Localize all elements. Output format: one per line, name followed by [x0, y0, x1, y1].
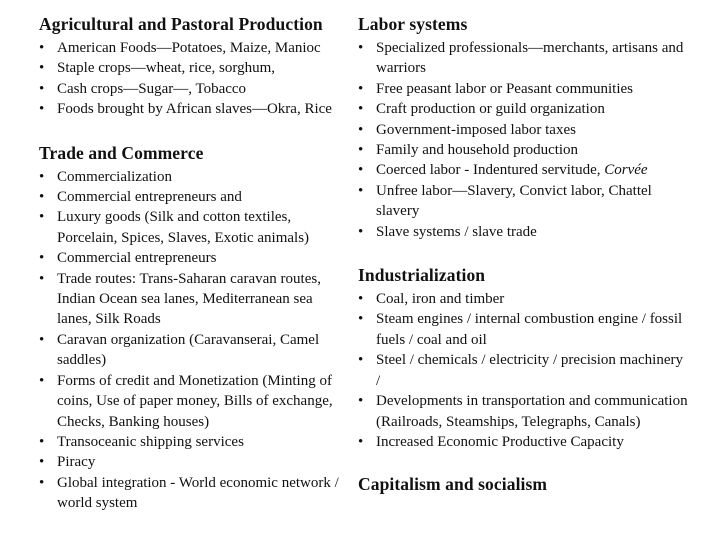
- list-trade-and-commerce: [39, 167, 344, 514]
- list-item: • Specialized professionals—merchants, artisans and warriors: [358, 38, 688, 79]
- list-industrialization: [358, 289, 688, 452]
- heading-agricultural-pastoral-production: Agricultural and Pastoral Production: [39, 14, 323, 34]
- list-labor-systems: [358, 38, 688, 242]
- list-item: • Commercial entrepreneurs: [39, 248, 344, 268]
- list-item: • Cash crops—Sugar—, Tobacco: [39, 79, 344, 99]
- list-item: • Slave systems / slave trade: [358, 222, 688, 242]
- list-item: • Forms of credit and Monetization (Minting of coins, Use of paper money, Bills of exchange, Checks, Banking houses): [39, 371, 344, 432]
- list-item: • Coal, iron and timber: [358, 289, 688, 309]
- left-column: [39, 12, 344, 514]
- section-spacer: [358, 452, 688, 472]
- list-item-coerced-labor: [358, 160, 688, 180]
- section-spacer: [358, 242, 688, 263]
- list-item: • Steel / chemicals / electricity / precision machinery /: [358, 350, 688, 391]
- list-item: • Government-imposed labor taxes: [358, 120, 688, 140]
- list-item: • Commercialization: [39, 167, 344, 187]
- list-item: • American Foods—Potatoes, Maize, Manioc: [39, 38, 344, 58]
- list-item: • Unfree labor—Slavery, Convict labor, Chattel slavery: [358, 181, 688, 222]
- list-item: • Staple crops—wheat, rice, sorghum,: [39, 58, 344, 78]
- corvee-text: Corvée: [604, 162, 648, 179]
- heading-trade-and-commerce: Trade and Commerce: [39, 142, 204, 163]
- list-item: • Global integration - World economic network / world system: [39, 473, 344, 514]
- list-item: • Family and household production: [358, 140, 688, 160]
- heading-capitalism-and-socialism: Capitalism and socialism: [358, 474, 548, 495]
- list-item: • Transoceanic shipping services: [39, 432, 344, 452]
- list-item: • Steam engines / internal combustion engine / fossil fuels / coal and oil: [358, 309, 688, 350]
- list-item: • Piracy: [39, 452, 344, 472]
- list-item: • Luxury goods (Silk and cotton textiles, Porcelain, Spices, Slaves, Exotic animals): [39, 207, 344, 248]
- list-item: • Foods brought by African slaves—Okra, Rice: [39, 99, 344, 119]
- list-item: • Developments in transportation and communication (Railroads, Steamships, Telegraphs, Canals): [358, 391, 688, 432]
- coerced-labor-text: Coerced labor - Indentured servitude,: [376, 162, 605, 179]
- heading-labor-systems: Labor systems: [358, 14, 468, 34]
- list-item: • Craft production or guild organization: [358, 99, 688, 119]
- section-spacer: [39, 120, 344, 141]
- right-column: [358, 12, 688, 498]
- list-item: • Free peasant labor or Peasant communities: [358, 79, 688, 99]
- list-item: • Increased Economic Productive Capacity: [358, 432, 688, 452]
- heading-industrialization: Industrialization: [358, 265, 486, 286]
- list-item: • Trade routes: Trans-Saharan caravan routes, Indian Ocean sea lanes, Mediterranean sea lanes, Silk Roads: [39, 269, 344, 330]
- list-item: • Commercial entrepreneurs and: [39, 187, 344, 207]
- list-item: • Caravan organization (Caravanserai, Camel saddles): [39, 330, 344, 371]
- list-agricultural-pastoral-production: [39, 38, 344, 120]
